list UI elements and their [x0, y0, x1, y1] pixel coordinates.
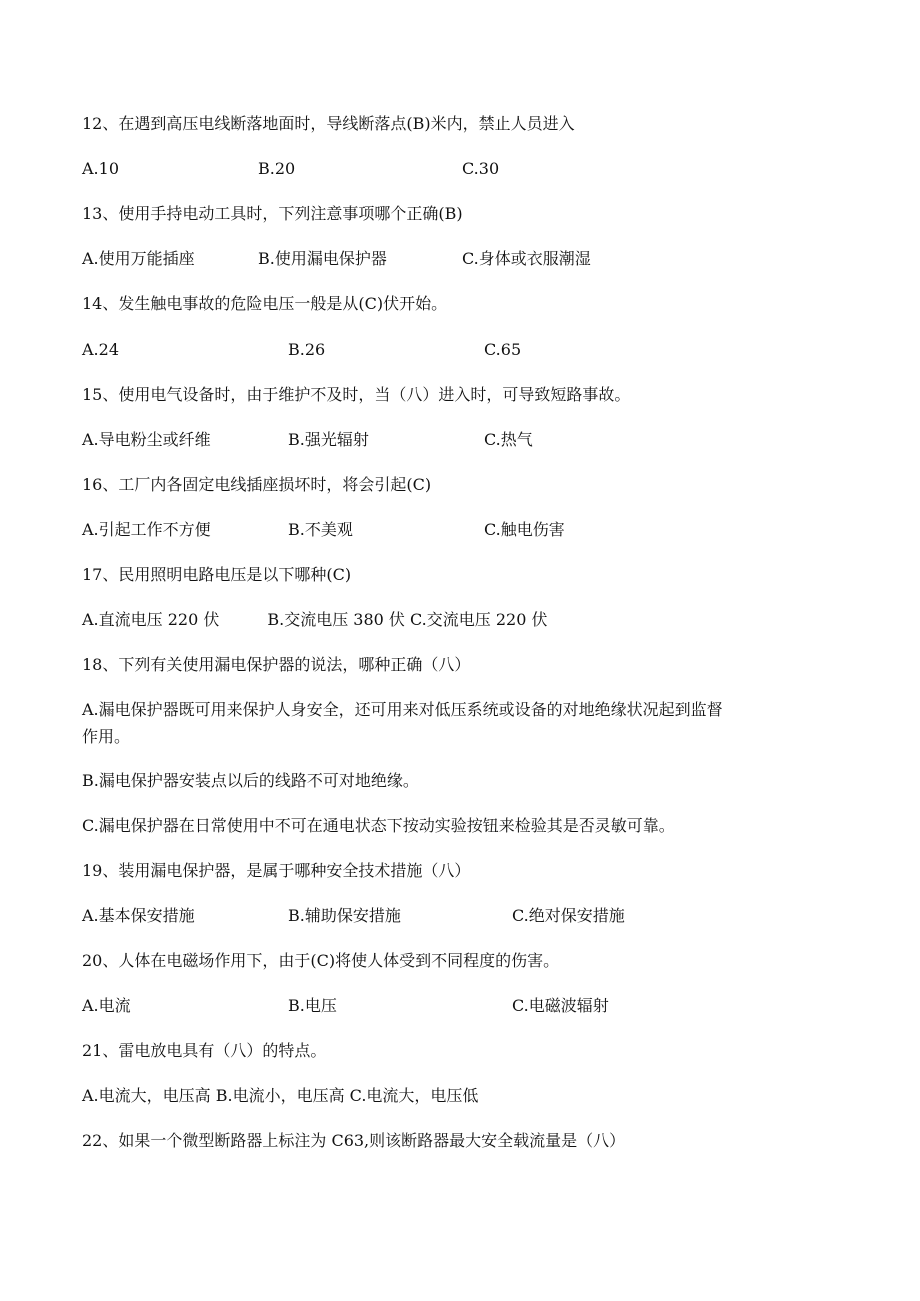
option-a: A.基本保安措施	[82, 906, 195, 925]
option-a: A.电流	[82, 996, 131, 1015]
question-14: 14、发生触电事故的危险电压一般是从(C)伏开始。	[82, 294, 448, 313]
option-a: A.10	[82, 159, 119, 178]
option-b: B.26	[288, 340, 326, 359]
option-c: C.30	[462, 159, 500, 178]
option-a: A.使用万能插座	[82, 249, 195, 268]
question-12: 12、在遇到高压电线断落地面时，导线断落点(B)米内，禁止人员进入	[82, 114, 575, 133]
option-b: B.辅助保安措施	[288, 906, 401, 925]
option-c: C.身体或衣服潮湿	[462, 249, 591, 268]
question-19: 19、装用漏电保护器，是属于哪种安全技术措施（八）	[82, 861, 471, 880]
option-b: B.使用漏电保护器	[258, 249, 387, 268]
option-18-a-line2: 作用。	[82, 727, 131, 746]
option-c: C.绝对保安措施	[512, 906, 625, 925]
option-a: A.24	[82, 340, 119, 359]
option-b: B.20	[258, 159, 296, 178]
option-a: A.导电粉尘或纤维	[82, 430, 211, 449]
option-c: C.65	[484, 340, 522, 359]
question-18: 18、下列有关使用漏电保护器的说法，哪种正确（八）	[82, 655, 471, 674]
option-a: A.引起工作不方便	[82, 520, 211, 539]
option-b: B.电压	[288, 996, 337, 1015]
question-15: 15、使用电气设备时，由于维护不及时，当（八）进入时，可导致短路事故。	[82, 385, 631, 404]
question-13: 13、使用手持电动工具时，下列注意事项哪个正确(B)	[82, 204, 463, 223]
option-18-c: C.漏电保护器在日常使用中不可在通电状态下按动实验按钮来检验其是否灵敏可靠。	[82, 816, 675, 835]
option-b: B.强光辐射	[288, 430, 369, 449]
option-b: B.不美观	[288, 520, 353, 539]
question-17: 17、民用照明电路电压是以下哪种(C)	[82, 565, 352, 584]
question-22: 22、如果一个微型断路器上标注为 C63,则该断路器最大安全载流量是（八）	[82, 1131, 626, 1150]
option-18-b: B.漏电保护器安装点以后的线路不可对地绝缘。	[82, 771, 419, 790]
option-c: C.电磁波辐射	[512, 996, 609, 1015]
question-20: 20、人体在电磁场作用下，由于(C)将使人体受到不同程度的伤害。	[82, 951, 560, 970]
options-17: A.直流电压 220 伏 B.交流电压 380 伏 C.交流电压 220 伏	[82, 610, 548, 629]
options-21: A.电流大，电压高 B.电流小，电压高 C.电流大，电压低	[82, 1086, 479, 1105]
option-c: C.触电伤害	[484, 520, 565, 539]
question-21: 21、雷电放电具有（八）的特点。	[82, 1041, 327, 1060]
question-16: 16、工厂内各固定电线插座损坏时，将会引起(C)	[82, 475, 432, 494]
option-18-a-line1: A.漏电保护器既可用来保护人身安全，还可用来对低压系统或设备的对地绝缘状况起到监督	[82, 700, 723, 719]
option-c: C.热气	[484, 430, 533, 449]
